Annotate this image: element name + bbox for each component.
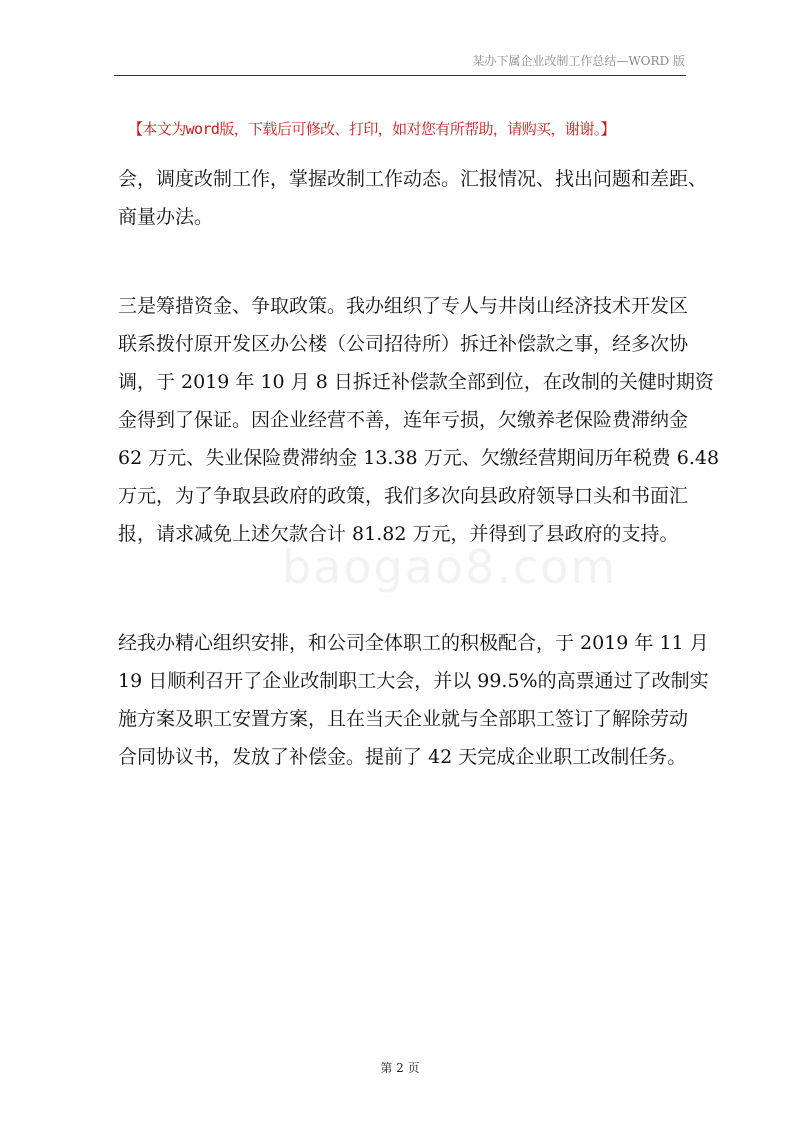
text-line: 62 万元、失业保险费滞纳金 13.38 万元、欠缴经营期间历年税费 6.48 bbox=[118, 447, 720, 469]
text-line: 经我办精心组织安排，和公司全体职工的积极配合，于 2019 年 11 月 bbox=[118, 632, 709, 654]
text-line: 万元，为了争取县政府的政策，我们多次向县政府领导口头和书面汇 bbox=[118, 485, 689, 507]
text-line: 会，调度改制工作，掌握改制工作动态。汇报情况、找出问题和差距、 bbox=[118, 168, 708, 190]
text-line: 调，于 2019 年 10 月 8 日拆迁补偿款全部到位，在改制的关健时期资 bbox=[118, 371, 714, 393]
text-line: 报，请求减免上述欠款合计 81.82 万元，并得到了县政府的支持。 bbox=[118, 523, 679, 545]
running-header: 某办下属企业改制工作总结—WORD 版 bbox=[472, 54, 685, 68]
text-line: 19 日顺利召开了企业改制职工大会，并以 99.5%的高票通过了改制实 bbox=[118, 670, 709, 692]
page-number: 第 2 页 bbox=[380, 1061, 420, 1075]
header-divider bbox=[114, 75, 686, 76]
text-line: 商量办法。 bbox=[118, 206, 214, 228]
text-line: 联系拨付原开发区办公楼（公司招待所）拆迁补偿款之事，经多次协 bbox=[118, 333, 689, 355]
text-line: 施方案及职工安置方案，且在当天企业就与全部职工签订了解除劳动 bbox=[118, 708, 689, 730]
text-line: 合同协议书，发放了补偿金。提前了 42 天完成企业职工改制任务。 bbox=[118, 746, 687, 768]
paragraph-3 bbox=[118, 624, 709, 776]
text-line: 金得到了保证。因企业经营不善，连年亏损，欠缴养老保险费滞纳金 bbox=[118, 409, 689, 431]
paragraph-1 bbox=[118, 160, 708, 236]
text-line: 三是筹措资金、争取政策。我办组织了专人与井岗山经济技术开发区 bbox=[118, 295, 689, 317]
watermark: baogao8.com bbox=[282, 540, 618, 594]
paragraph-2 bbox=[118, 287, 720, 553]
download-notice: 【本文为word版，下载后可修改、打印，如对您有所帮助，请购买，谢谢。】 bbox=[128, 120, 616, 138]
